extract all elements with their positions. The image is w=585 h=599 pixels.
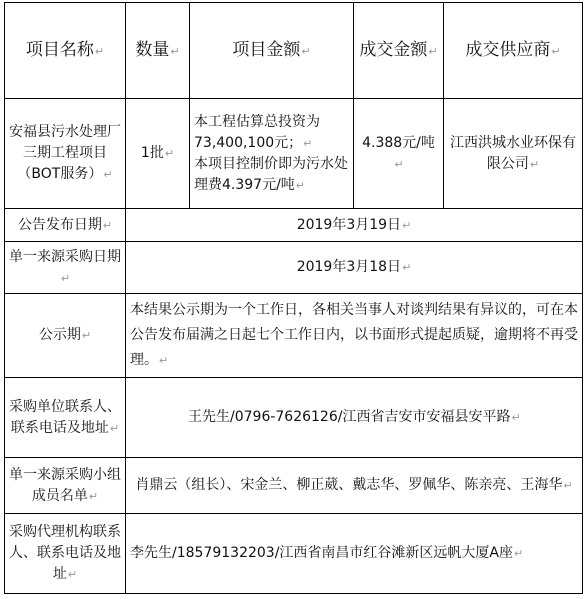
header-project-name: 项目名称↵ [5, 3, 126, 99]
panel-members-row [5, 458, 583, 514]
project-name-cell: 安福县污水处理厂三期工程项目（BOT服务）↵ [5, 99, 126, 209]
announce-date-row [5, 209, 583, 242]
publicity-row [5, 294, 583, 378]
publicity-text: 本结果公示期为一个工作日，各相关当事人对谈判结果有异议的，可在本公告发布届满之日起七个工作日内，以书面形式提起质疑，逾期将不再受理。↵ [126, 294, 583, 378]
agency-row [5, 514, 583, 594]
agency-value: 李先生/18579132203/江西省南昌市红谷滩新区远帆大厦A座↵ [126, 514, 583, 594]
project-row [5, 99, 583, 209]
single-source-date-row [5, 242, 583, 294]
single-source-date-value: 2019年3月18日↵ [126, 242, 583, 294]
panel-members-value: 肖鼎云（组长）、宋金兰、柳正葳、戴志华、罗佩华、陈亲亮、王海华↵ [126, 458, 583, 514]
single-source-date-label: 单一来源采购日期↵ [5, 242, 126, 294]
project-amount-cell: 本工程估算总投资为73,400,100元；↵ 本项目控制价即为污水处理费4.397元/吨↵ [190, 99, 354, 209]
header-supplier: 成交供应商↵ [444, 3, 583, 99]
project-quantity-cell: 1批↵ [126, 99, 190, 209]
agency-label: 采购代理机构联系人、联系电话及地址↵ [5, 514, 126, 594]
header-amount: 项目金额↵ [190, 3, 354, 99]
purchaser-value: 王先生/0796-7626126/江西省吉安市安福县安平路↵ [126, 378, 583, 458]
header-deal-amount: 成交金额↵ [354, 3, 444, 99]
result-notice-table [4, 2, 583, 594]
announce-date-label: 公告发布日期↵ [5, 209, 126, 242]
panel-members-label: 单一来源采购小组成员名单↵ [5, 458, 126, 514]
table-header-row [5, 3, 583, 99]
purchaser-label: 采购单位联系人、联系电话及地址↵ [5, 378, 126, 458]
purchaser-row [5, 378, 583, 458]
publicity-label: 公示期↵ [5, 294, 126, 378]
project-deal-amount-cell: 4.388元/吨↵ [354, 99, 444, 209]
project-supplier-cell: 江西洪城水业环保有限公司↵ [444, 99, 583, 209]
announce-date-value: 2019年3月19日↵ [126, 209, 583, 242]
header-quantity: 数量↵ [126, 3, 190, 99]
